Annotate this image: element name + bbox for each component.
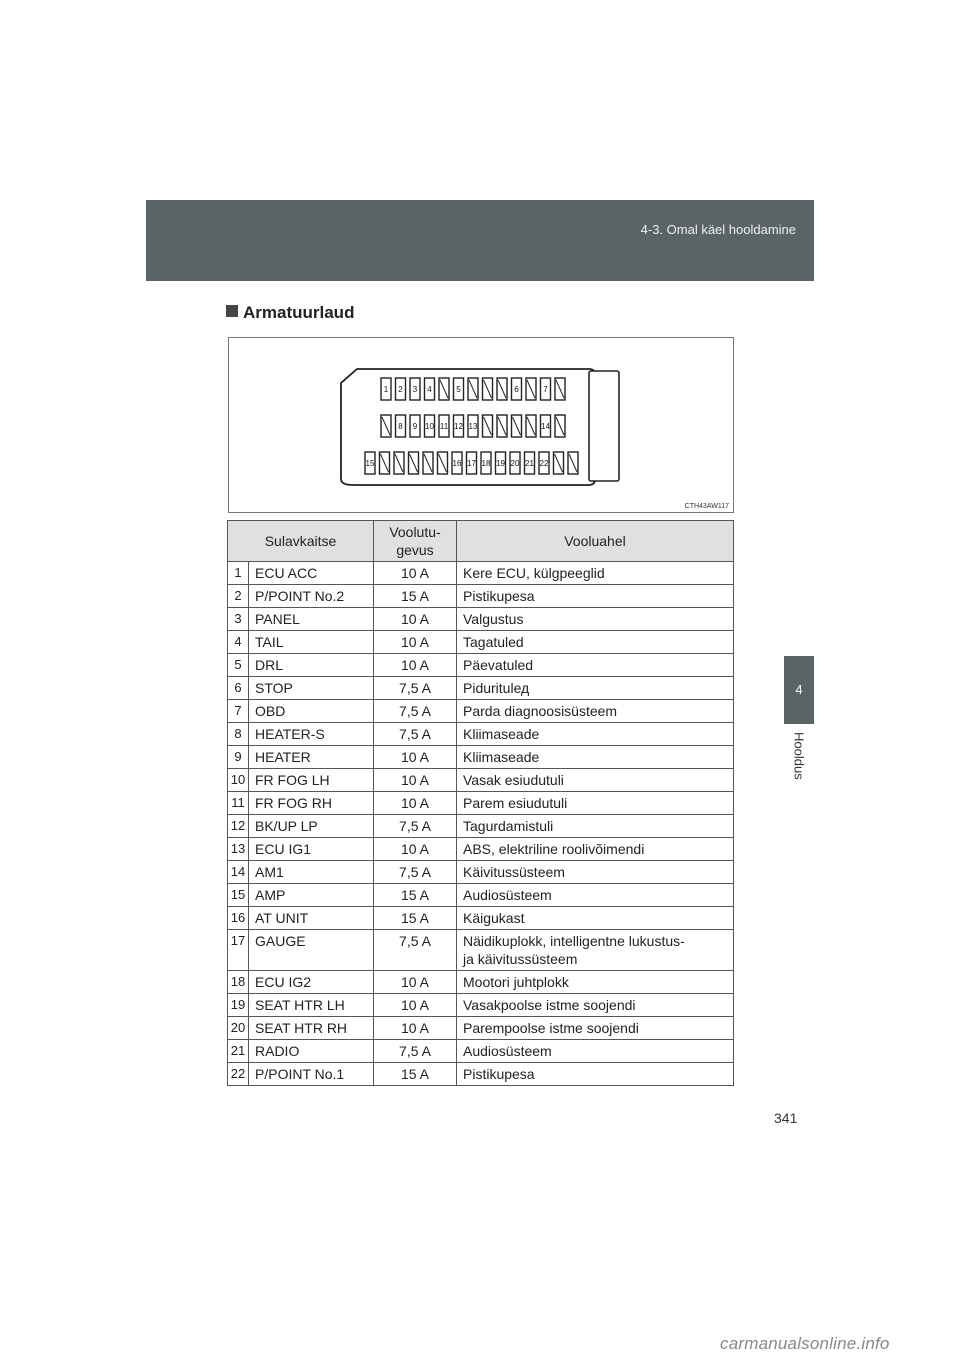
fuse-amperage: 7,5 A xyxy=(374,723,457,746)
table-row xyxy=(228,815,734,838)
table-row xyxy=(228,769,734,792)
fuse-number: 20 xyxy=(228,1017,249,1040)
watermark: carmanualsonline.info xyxy=(720,1334,890,1353)
fuse-circuit: Käivitussüsteem xyxy=(457,861,734,884)
fuse-slot-label: 12 xyxy=(454,422,463,431)
page-number: 341 xyxy=(774,1110,798,1126)
fuse-slot-label: 11 xyxy=(439,422,449,431)
fuse-amperage: 15 A xyxy=(374,884,457,907)
fuse-amperage: 10 A xyxy=(374,654,457,677)
table-row xyxy=(228,1040,734,1063)
header-amperage: Voolutu- gevus xyxy=(374,521,457,562)
fuse-slot-label: 6 xyxy=(514,385,519,394)
fuse-name: ECU IG1 xyxy=(249,838,374,861)
fuse-slot-label: 9 xyxy=(412,422,418,431)
fuse-circuit: Päevatuled xyxy=(457,654,734,677)
fuse-circuit: Tagatuled xyxy=(457,631,734,654)
fuse-slot-label: 3 xyxy=(412,385,418,394)
diagram-code: CTH43AW117 xyxy=(684,503,729,510)
fuse-number: 7 xyxy=(228,700,249,723)
fuse-slot-label: 2 xyxy=(398,385,403,394)
fuse-box-illustration xyxy=(229,338,733,512)
fuse-circuit: Kliimaseade xyxy=(457,746,734,769)
header-fuse: Sulavkaitse xyxy=(228,521,374,562)
fuse-slot-label: 14 xyxy=(541,422,550,431)
fuse-number: 22 xyxy=(228,1063,249,1086)
chapter-tab[interactable] xyxy=(784,656,814,724)
table-row xyxy=(228,631,734,654)
fuse-amperage: 10 A xyxy=(374,792,457,815)
fuse-name: HEATER xyxy=(249,746,374,769)
fuse-circuit: Tagurdamistuli xyxy=(457,815,734,838)
fuse-slot-label: 16 xyxy=(452,459,462,468)
fuse-slot-label: 19 xyxy=(496,459,505,468)
fuse-slot-label: 1 xyxy=(383,385,389,394)
section-title xyxy=(226,303,354,323)
fuse-name: FR FOG LH xyxy=(249,769,374,792)
fuse-number: 3 xyxy=(228,608,249,631)
table-row xyxy=(228,585,734,608)
fuse-number: 6 xyxy=(228,677,249,700)
fuse-name: PANEL xyxy=(249,608,374,631)
chapter-number: 4 xyxy=(795,682,803,697)
fuse-amperage: 10 A xyxy=(374,746,457,769)
fuse-amperage: 10 A xyxy=(374,769,457,792)
fuse-circuit: Näidikuplokk, intelligentne lukustus- ja käivitussüsteem xyxy=(457,930,734,971)
fuse-slot-label: 15 xyxy=(365,459,375,468)
fuse-name: FR FOG RH xyxy=(249,792,374,815)
fuse-circuit: Audiosüsteem xyxy=(457,884,734,907)
fuse-circuit: Mootori juhtplokk xyxy=(457,971,734,994)
fuse-amperage: 10 A xyxy=(374,971,457,994)
fuse-circuit: Piduritulед xyxy=(457,677,734,700)
fuse-circuit: ABS, elektriline roolivõimendi xyxy=(457,838,734,861)
header-circuit: Vooluahel xyxy=(457,521,734,562)
fuse-amperage: 10 A xyxy=(374,562,457,585)
fuse-amperage: 15 A xyxy=(374,907,457,930)
fuse-number: 1 xyxy=(228,562,249,585)
table-row xyxy=(228,792,734,815)
fuse-circuit: Pistikupesa xyxy=(457,1063,734,1086)
fuse-amperage: 10 A xyxy=(374,608,457,631)
table-row xyxy=(228,971,734,994)
square-bullet-icon xyxy=(226,305,238,317)
table-row xyxy=(228,1063,734,1086)
table-row xyxy=(228,608,734,631)
fuse-circuit: Kliimaseade xyxy=(457,723,734,746)
fuse-amperage: 7,5 A xyxy=(374,815,457,838)
fuse-name: RADIO xyxy=(249,1040,374,1063)
fuse-name: DRL xyxy=(249,654,374,677)
fuse-name: SEAT HTR RH xyxy=(249,1017,374,1040)
fuse-number: 8 xyxy=(228,723,249,746)
fuse-number: 13 xyxy=(228,838,249,861)
table-header-row xyxy=(228,521,734,562)
fuse-name: HEATER-S xyxy=(249,723,374,746)
table-row xyxy=(228,838,734,861)
fuse-slot-label: 10 xyxy=(425,422,434,431)
table-row xyxy=(228,884,734,907)
fuse-number: 16 xyxy=(228,907,249,930)
fuse-number: 12 xyxy=(228,815,249,838)
fuse-circuit: Parda diagnoosisüsteem xyxy=(457,700,734,723)
fuse-box-diagram xyxy=(228,337,734,513)
fuse-name: SEAT HTR LH xyxy=(249,994,374,1017)
fuse-circuit: Valgustus xyxy=(457,608,734,631)
fuse-number: 18 xyxy=(228,971,249,994)
fuse-slot-label: 13 xyxy=(468,422,478,431)
fuse-number: 9 xyxy=(228,746,249,769)
fuse-amperage: 15 A xyxy=(374,585,457,608)
fuse-table xyxy=(227,520,734,1086)
table-row xyxy=(228,930,734,971)
fuse-name: P/POINT No.2 xyxy=(249,585,374,608)
table-row xyxy=(228,994,734,1017)
fuse-circuit: Kere ECU, külgpeeglid xyxy=(457,562,734,585)
table-row xyxy=(228,723,734,746)
fuse-number: 5 xyxy=(228,654,249,677)
fuse-circuit: Vasak esiudutuli xyxy=(457,769,734,792)
fuse-slot-label: 7 xyxy=(543,385,548,394)
fuse-number: 19 xyxy=(228,994,249,1017)
table-row xyxy=(228,1017,734,1040)
fuse-number: 14 xyxy=(228,861,249,884)
fuse-amperage: 10 A xyxy=(374,838,457,861)
fuse-name: GAUGE xyxy=(249,930,374,971)
fuse-slot-label: 8 xyxy=(398,422,403,431)
fuse-amperage: 10 A xyxy=(374,1017,457,1040)
fuse-number: 11 xyxy=(228,792,249,815)
fuse-circuit: Pistikupesa xyxy=(457,585,734,608)
fuse-name: AMP xyxy=(249,884,374,907)
fuse-number: 21 xyxy=(228,1040,249,1063)
fuse-amperage: 15 A xyxy=(374,1063,457,1086)
fuse-number: 10 xyxy=(228,769,249,792)
fuse-circuit: Käigukast xyxy=(457,907,734,930)
fuse-circuit: Parem esiudutuli xyxy=(457,792,734,815)
fuse-slot-label: 21 xyxy=(525,459,534,468)
fuse-circuit: Parempoolse istme soojendi xyxy=(457,1017,734,1040)
fuse-slot-label: 17 xyxy=(467,459,476,468)
fuse-slot-label: 22 xyxy=(539,459,549,468)
chapter-label-text: Hooldus xyxy=(791,732,807,780)
fuse-name: OBD xyxy=(249,700,374,723)
table-row xyxy=(228,562,734,585)
fuse-name: ECU ACC xyxy=(249,562,374,585)
fuse-slot-label: 20 xyxy=(510,459,520,468)
header-band xyxy=(146,200,814,281)
fuse-amperage: 7,5 A xyxy=(374,930,457,971)
table-row xyxy=(228,654,734,677)
fuse-amperage: 10 A xyxy=(374,631,457,654)
table-row xyxy=(228,746,734,769)
fuse-circuit: Vasakpoolse istme soojendi xyxy=(457,994,734,1017)
fuse-slot-label: 18 xyxy=(481,459,491,468)
fuse-name: AT UNIT xyxy=(249,907,374,930)
fuse-slot-label: 4 xyxy=(427,385,432,394)
fuse-circuit: Audiosüsteem xyxy=(457,1040,734,1063)
fuse-number: 2 xyxy=(228,585,249,608)
fuse-name: P/POINT No.1 xyxy=(249,1063,374,1086)
fuse-number: 4 xyxy=(228,631,249,654)
fuse-amperage: 7,5 A xyxy=(374,677,457,700)
fuse-amperage: 7,5 A xyxy=(374,861,457,884)
fuse-name: STOP xyxy=(249,677,374,700)
fuse-name: AM1 xyxy=(249,861,374,884)
chapter-label xyxy=(784,732,814,822)
table-row xyxy=(228,677,734,700)
fuse-number: 15 xyxy=(228,884,249,907)
fuse-amperage: 7,5 A xyxy=(374,1040,457,1063)
fuse-amperage: 7,5 A xyxy=(374,700,457,723)
table-row xyxy=(228,861,734,884)
fuse-name: TAIL xyxy=(249,631,374,654)
table-row xyxy=(228,700,734,723)
fuse-name: BK/UP LP xyxy=(249,815,374,838)
section-header: 4-3. Omal käel hooldamine xyxy=(640,222,796,237)
fuse-name: ECU IG2 xyxy=(249,971,374,994)
fuse-amperage: 10 A xyxy=(374,994,457,1017)
table-row xyxy=(228,907,734,930)
section-title-text: Armatuurlaud xyxy=(243,303,355,322)
fuse-number: 17 xyxy=(228,930,249,971)
fuse-slot-label: 5 xyxy=(456,385,461,394)
